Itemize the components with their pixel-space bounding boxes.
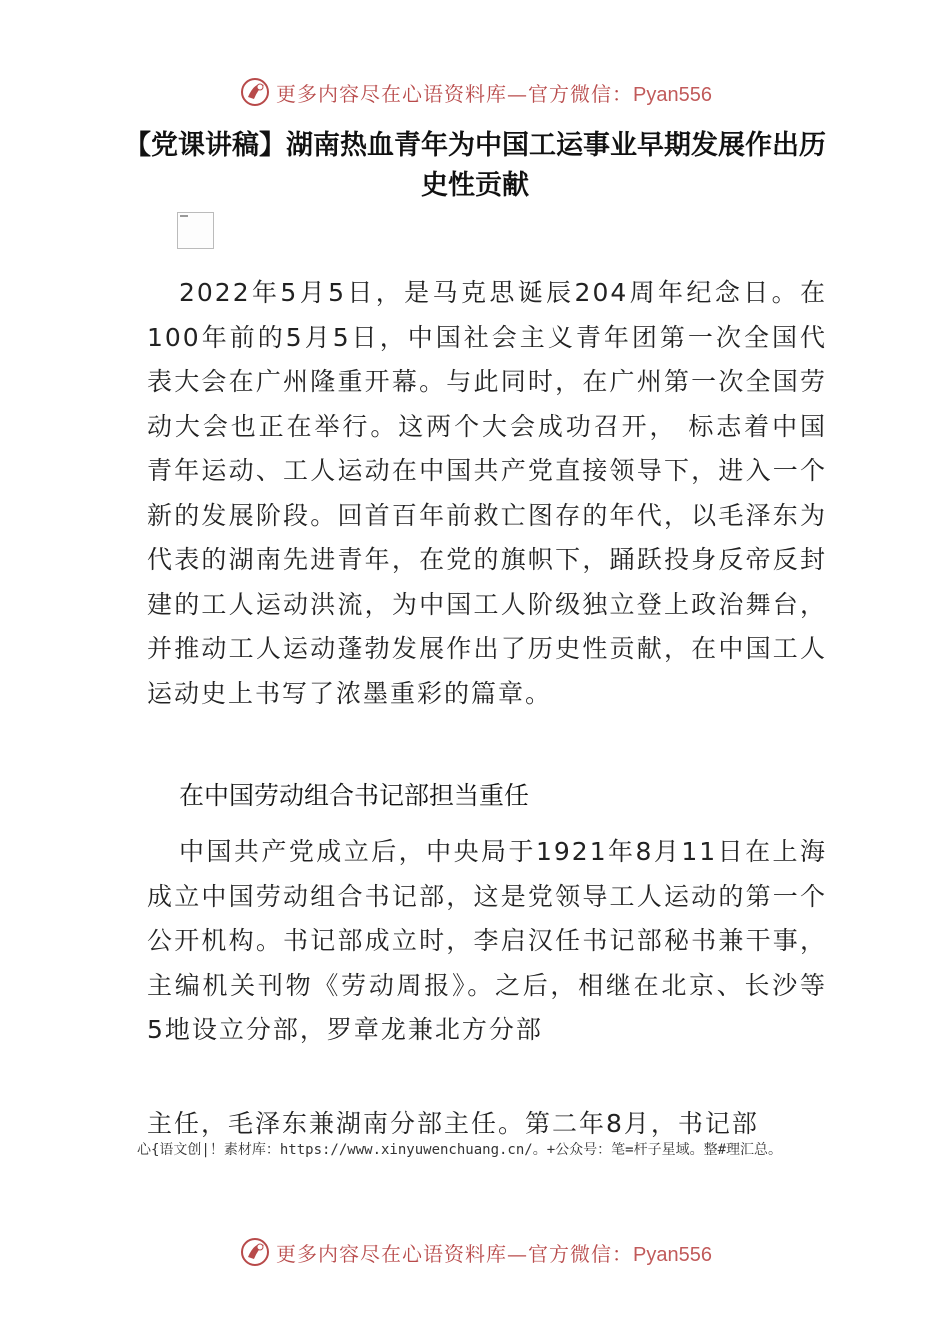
logo-icon [238,1235,272,1269]
logo-icon [238,75,272,109]
banner-text [276,78,712,107]
banner-label: 更多内容尽在心语资料库—官方微信： [276,81,634,106]
paragraph-continued: 主任，毛泽东兼湖南分部主任。第二年8月，书记部 [147,1109,759,1138]
section-heading: 在中国劳动组合书记部担当重任 [179,781,530,810]
banner-text [276,1238,712,1267]
watermark-text: 心{语文创|！素材库：https://www.xinyuwenchuang.cn/。+公众号：笔=杆子星域。整#理汇总。 [137,1142,783,1158]
banner-label: 更多内容尽在心语资料库—官方微信： [276,1241,634,1266]
paragraph-intro: 2022年5月5日，是马克思诞辰204周年纪念日。在100年前的5月5日，中国社会主义青年团第一次全国代表大会在广州隆重开幕。与此同时，在广州第一次全国劳动大会也正在举行。这两个大会成功召开， 标志着中国青年运动、工人运动在中国共产党直接领导下，进入一个新的发展阶段。回首百年前救亡图存的年代，以毛泽东为代表的湖南先进青年，在党的旗帜下，踊跃投身反帝反封建的工人运动洪流，为中国工人阶级独立登上政治舞台，并推动工人运动蓬勃发展作出了历史性贡献，在中国工人运动史上书写了浓墨重彩的篇章。 [147,278,827,708]
document-title: 【党课讲稿】湖南热血青年为中国工运事业早期发展作出历史性贡献 [124,130,826,201]
paragraph-section: 中国共产党成立后，中央局于1921年8月11日在上海成立中国劳动组合书记部，这是党领导工人运动的第一个公开机构。书记部成立时，李启汉任书记部秘书兼干事，主编机关刊物《劳动周报》。之后，相继在北京、长沙等5地设立分部，罗章龙兼北方分部 [147,837,827,1044]
footer-banner [0,1232,950,1272]
banner-handle: Pyan556 [633,1243,712,1266]
image-placeholder [177,212,214,249]
header-banner [0,72,950,112]
banner-handle: Pyan556 [633,83,712,106]
